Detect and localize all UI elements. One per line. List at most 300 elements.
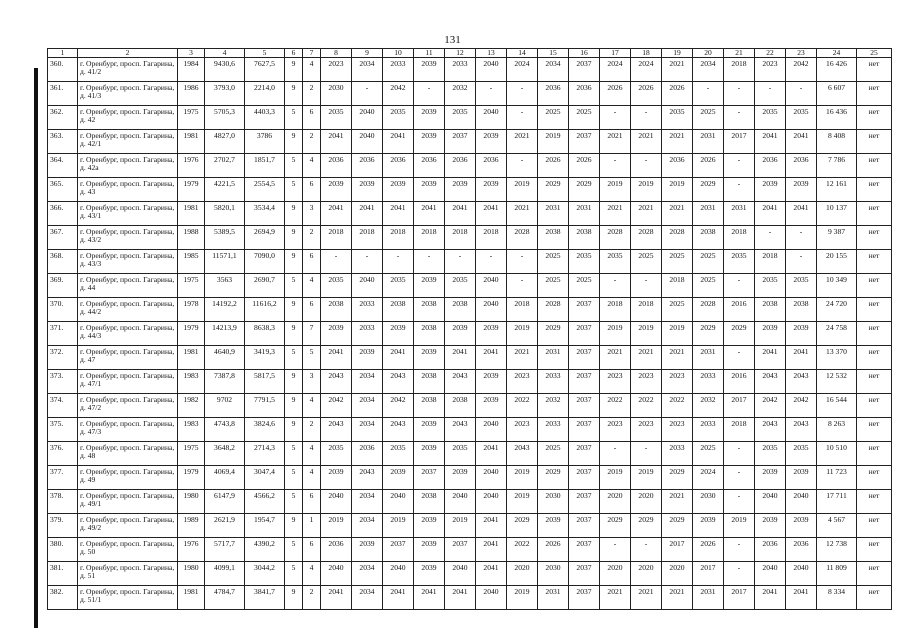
table-cell: 2034 [352, 562, 383, 586]
table-cell: 2035 [786, 274, 817, 298]
table-cell: 2021 [600, 346, 631, 370]
table-cell: 6 [303, 490, 321, 514]
table-cell: 2041 [383, 346, 414, 370]
table-cell: 4 [303, 466, 321, 490]
table-cell: 1981 [178, 586, 205, 610]
table-cell: 2019 [662, 322, 693, 346]
table-cell: нет [857, 538, 892, 562]
table-row [48, 202, 892, 226]
table-cell: - [724, 178, 755, 202]
table-cell: 2033 [352, 322, 383, 346]
table-cell: 2029 [538, 466, 569, 490]
table-cell: 9702 [205, 394, 245, 418]
table-cell: 2043 [445, 370, 476, 394]
table-cell: 2214,0 [245, 82, 285, 106]
address-cell: г. Оренбург, просп. Гагарина, д. 47/2 [78, 394, 178, 418]
table-cell: 13 370 [817, 346, 857, 370]
column-header: 5 [245, 49, 285, 58]
table-cell: - [383, 250, 414, 274]
table-cell: 1979 [178, 178, 205, 202]
table-cell: 2035 [600, 250, 631, 274]
table-cell: 2019 [600, 322, 631, 346]
table-cell: 2021 [507, 202, 538, 226]
table-cell: 2039 [414, 538, 445, 562]
table-cell: 2039 [538, 514, 569, 538]
table-cell: 2033 [693, 418, 724, 442]
table-cell: - [476, 82, 507, 106]
table-cell: 2035 [321, 106, 352, 130]
table-cell: 2029 [693, 322, 724, 346]
table-row [48, 58, 892, 82]
table-cell: 2041 [321, 586, 352, 610]
table-cell: 2024 [507, 58, 538, 82]
table-row [48, 130, 892, 154]
table-cell: 2039 [476, 178, 507, 202]
table-cell: 2023 [662, 418, 693, 442]
column-header: 3 [178, 49, 205, 58]
table-cell: - [507, 106, 538, 130]
table-cell: 12 738 [817, 538, 857, 562]
table-cell: 1975 [178, 442, 205, 466]
table-cell: 1989 [178, 514, 205, 538]
table-cell: 2690,7 [245, 274, 285, 298]
table-cell: 1981 [178, 202, 205, 226]
table-cell: 1980 [178, 562, 205, 586]
table-cell: 2034 [352, 514, 383, 538]
data-table [47, 48, 892, 610]
table-row [48, 538, 892, 562]
table-cell: 7627,5 [245, 58, 285, 82]
table-cell: 2 [303, 130, 321, 154]
table-cell: 2031 [693, 130, 724, 154]
table-cell: 2038 [538, 226, 569, 250]
address-cell: г. Оренбург, просп. Гагарина, д. 48 [78, 442, 178, 466]
table-cell: 16 426 [817, 58, 857, 82]
table-cell: 2031 [693, 202, 724, 226]
table-cell: 4827,0 [205, 130, 245, 154]
column-header: 8 [321, 49, 352, 58]
table-cell: 2043 [755, 370, 786, 394]
table-cell: 1954,7 [245, 514, 285, 538]
table-cell: 2041 [786, 202, 817, 226]
header-row [48, 49, 892, 58]
table-cell: 379. [48, 514, 78, 538]
table-cell: 2028 [662, 226, 693, 250]
table-cell: 2018 [445, 226, 476, 250]
table-cell: 2021 [662, 586, 693, 610]
table-cell: 2041 [476, 562, 507, 586]
table-row [48, 154, 892, 178]
table-cell: 2030 [538, 490, 569, 514]
table-cell: 2042 [383, 82, 414, 106]
table-cell: 2023 [507, 418, 538, 442]
table-cell: 7090,0 [245, 250, 285, 274]
table-cell: 2017 [724, 394, 755, 418]
table-cell: 2036 [414, 154, 445, 178]
table-cell: 2030 [693, 490, 724, 514]
table-cell: 2036 [662, 154, 693, 178]
table-cell: 2029 [569, 178, 600, 202]
table-cell: 2037 [569, 298, 600, 322]
table-cell: 2023 [662, 370, 693, 394]
table-cell: 3648,2 [205, 442, 245, 466]
column-header: 4 [205, 49, 245, 58]
table-cell: 2034 [693, 58, 724, 82]
table-cell: 14213,9 [205, 322, 245, 346]
column-header: 1 [48, 49, 78, 58]
table-cell: 2037 [569, 322, 600, 346]
table-cell: 5 [285, 274, 303, 298]
table-cell: 2025 [662, 250, 693, 274]
table-cell: - [476, 250, 507, 274]
table-cell: 2037 [569, 58, 600, 82]
table-cell: 2042 [383, 394, 414, 418]
table-cell: 2039 [786, 514, 817, 538]
table-cell: 2029 [507, 514, 538, 538]
table-cell: - [631, 442, 662, 466]
table-cell: 10 137 [817, 202, 857, 226]
table-cell: нет [857, 370, 892, 394]
table-cell: 4 [303, 394, 321, 418]
table-cell: 2040 [755, 562, 786, 586]
table-cell: 11616,2 [245, 298, 285, 322]
table-cell: 2041 [445, 202, 476, 226]
table-cell: 1976 [178, 538, 205, 562]
table-cell: 2041 [786, 586, 817, 610]
table-cell: 2018 [662, 274, 693, 298]
table-cell: 5 [285, 154, 303, 178]
table-cell: 2029 [538, 322, 569, 346]
table-cell: 2033 [662, 442, 693, 466]
table-cell: 2021 [507, 346, 538, 370]
table-cell: 2031 [569, 202, 600, 226]
table-cell: 2043 [445, 418, 476, 442]
table-cell: 6 [303, 178, 321, 202]
table-cell: - [600, 538, 631, 562]
table-cell: 20 155 [817, 250, 857, 274]
table-cell: - [724, 154, 755, 178]
table-cell: - [786, 250, 817, 274]
table-cell: 17 711 [817, 490, 857, 514]
table-cell: 2021 [600, 130, 631, 154]
table-cell: 2037 [569, 562, 600, 586]
table-cell: нет [857, 346, 892, 370]
table-cell: - [755, 226, 786, 250]
table-cell: 7791,5 [245, 394, 285, 418]
table-cell: 2035 [662, 106, 693, 130]
table-cell: 2043 [321, 370, 352, 394]
table-cell: 2039 [414, 442, 445, 466]
table-cell: 2033 [693, 370, 724, 394]
table-cell: 9 [285, 586, 303, 610]
table-cell: - [724, 442, 755, 466]
table-cell: 12 532 [817, 370, 857, 394]
table-cell: 9 [285, 202, 303, 226]
table-cell: 2040 [383, 490, 414, 514]
table-cell: 4 [303, 442, 321, 466]
table-cell: 9430,6 [205, 58, 245, 82]
table-cell: 2022 [662, 394, 693, 418]
table-cell: 2022 [507, 538, 538, 562]
table-cell: 2554,5 [245, 178, 285, 202]
address-cell: г. Оренбург, просп. Гагарина, д. 43/2 [78, 226, 178, 250]
address-cell: г. Оренбург, просп. Гагарина, д. 51/1 [78, 586, 178, 610]
table-cell: 2034 [352, 370, 383, 394]
table-cell: - [352, 82, 383, 106]
table-cell: 14192,2 [205, 298, 245, 322]
table-cell: 2035 [383, 106, 414, 130]
table-cell: - [414, 250, 445, 274]
table-cell: 3 [303, 370, 321, 394]
column-header: 22 [755, 49, 786, 58]
table-cell: 2040 [476, 586, 507, 610]
table-cell: 2030 [321, 82, 352, 106]
table-cell: 2040 [476, 106, 507, 130]
table-cell: 2038 [569, 226, 600, 250]
table-cell: - [631, 538, 662, 562]
table-cell: 2039 [755, 466, 786, 490]
table-cell: 2041 [414, 586, 445, 610]
table-cell: - [352, 250, 383, 274]
table-cell: 365. [48, 178, 78, 202]
address-cell: г. Оренбург, просп. Гагарина, д. 44 [78, 274, 178, 298]
table-cell: 4566,2 [245, 490, 285, 514]
table-cell: 2040 [321, 562, 352, 586]
table-cell: 2021 [662, 490, 693, 514]
address-cell: г. Оренбург, просп. Гагарина, д. 41/2 [78, 58, 178, 82]
column-header: 15 [538, 49, 569, 58]
table-cell: 2034 [352, 394, 383, 418]
table-cell: 2025 [693, 106, 724, 130]
table-cell: 2020 [600, 490, 631, 514]
table-cell: 2040 [476, 274, 507, 298]
address-cell: г. Оренбург, просп. Гагарина, д. 43/3 [78, 250, 178, 274]
table-cell: 1988 [178, 226, 205, 250]
table-cell: 1982 [178, 394, 205, 418]
table-cell: 2016 [724, 370, 755, 394]
table-cell: 2041 [476, 346, 507, 370]
table-cell: 2039 [476, 130, 507, 154]
table-cell: - [631, 154, 662, 178]
table-cell: 8 408 [817, 130, 857, 154]
table-cell: 24 720 [817, 298, 857, 322]
table-cell: - [755, 82, 786, 106]
table-cell: 2019 [662, 178, 693, 202]
table-cell: 2041 [476, 442, 507, 466]
address-cell: г. Оренбург, просп. Гагарина, д. 41/3 [78, 82, 178, 106]
address-cell: г. Оренбург, просп. Гагарина, д. 49/1 [78, 490, 178, 514]
table-cell: 2033 [352, 298, 383, 322]
table-cell: 369. [48, 274, 78, 298]
table-cell: 2043 [383, 418, 414, 442]
table-cell: 1984 [178, 58, 205, 82]
table-cell: 2026 [538, 538, 569, 562]
table-row [48, 418, 892, 442]
table-cell: 2040 [352, 274, 383, 298]
table-cell: 2019 [724, 514, 755, 538]
table-cell: - [600, 442, 631, 466]
table-cell: 2026 [662, 82, 693, 106]
table-cell: 2025 [538, 442, 569, 466]
table-cell: 2040 [476, 58, 507, 82]
table-cell: 1986 [178, 82, 205, 106]
table-cell: 2038 [414, 370, 445, 394]
table-cell: 2039 [321, 178, 352, 202]
table-cell: 2038 [414, 298, 445, 322]
table-cell: 2018 [755, 250, 786, 274]
column-header: 10 [383, 49, 414, 58]
table-cell: нет [857, 442, 892, 466]
table-cell: 2039 [414, 514, 445, 538]
column-header: 19 [662, 49, 693, 58]
table-cell: 2040 [352, 106, 383, 130]
table-cell: 2024 [631, 58, 662, 82]
table-cell: 2037 [569, 346, 600, 370]
table-row [48, 250, 892, 274]
table-cell: 2039 [321, 466, 352, 490]
table-cell: 2041 [755, 130, 786, 154]
table-cell: 8 334 [817, 586, 857, 610]
table-cell: 2035 [724, 250, 755, 274]
table-row [48, 322, 892, 346]
table-cell: 9 [285, 298, 303, 322]
table-cell: 2043 [507, 442, 538, 466]
table-cell: нет [857, 394, 892, 418]
table-cell: 8 263 [817, 418, 857, 442]
table-cell: 2024 [600, 58, 631, 82]
table-cell: - [600, 154, 631, 178]
table-cell: 2037 [569, 586, 600, 610]
table-cell: нет [857, 202, 892, 226]
column-header: 25 [857, 49, 892, 58]
table-cell: нет [857, 226, 892, 250]
column-header: 12 [445, 49, 476, 58]
table-cell: 2 [303, 82, 321, 106]
table-cell: нет [857, 154, 892, 178]
table-cell: 2039 [786, 466, 817, 490]
table-cell: нет [857, 490, 892, 514]
table-cell: 2694,9 [245, 226, 285, 250]
table-cell: 1975 [178, 274, 205, 298]
table-row [48, 178, 892, 202]
table-cell: 3419,3 [245, 346, 285, 370]
table-cell: 2036 [321, 154, 352, 178]
table-cell: 2021 [507, 130, 538, 154]
table-cell: 2040 [476, 418, 507, 442]
table-cell: 4 567 [817, 514, 857, 538]
table-cell: 2037 [569, 442, 600, 466]
table-cell: 2041 [321, 130, 352, 154]
table-cell: 3841,7 [245, 586, 285, 610]
page-edge-bar [34, 68, 38, 628]
table-cell: 10 349 [817, 274, 857, 298]
table-cell: 9 [285, 130, 303, 154]
table-cell: 2039 [755, 322, 786, 346]
table-cell: - [631, 106, 662, 130]
table-cell: 372. [48, 346, 78, 370]
table-cell: 2019 [631, 322, 662, 346]
table-cell: 3793,0 [205, 82, 245, 106]
table-cell: 2039 [476, 394, 507, 418]
table-cell: 2039 [414, 178, 445, 202]
table-cell: 373. [48, 370, 78, 394]
table-cell: 2037 [569, 130, 600, 154]
column-header: 7 [303, 49, 321, 58]
table-cell: - [724, 466, 755, 490]
table-cell: 5 [303, 346, 321, 370]
table-cell: 363. [48, 130, 78, 154]
table-cell: 2021 [631, 202, 662, 226]
table-cell: 2039 [414, 562, 445, 586]
table-cell: 2039 [383, 466, 414, 490]
table-cell: - [414, 82, 445, 106]
table-cell: 2029 [693, 178, 724, 202]
table-cell: 2041 [445, 586, 476, 610]
table-cell: 2029 [662, 466, 693, 490]
table-cell: - [445, 250, 476, 274]
table-cell: 24 758 [817, 322, 857, 346]
column-header: 13 [476, 49, 507, 58]
table-cell: 2039 [786, 178, 817, 202]
table-cell: 378. [48, 490, 78, 514]
table-cell: 1983 [178, 418, 205, 442]
table-cell: 2035 [445, 442, 476, 466]
table-cell: 2021 [600, 202, 631, 226]
table-cell: 2026 [538, 154, 569, 178]
table-cell: 2037 [445, 130, 476, 154]
table-cell: 2039 [755, 514, 786, 538]
table-cell: нет [857, 130, 892, 154]
table-row [48, 226, 892, 250]
table-cell: нет [857, 514, 892, 538]
table-cell: 9 [285, 82, 303, 106]
table-cell: 2035 [755, 274, 786, 298]
table-cell: 2039 [786, 322, 817, 346]
table-cell: 9 387 [817, 226, 857, 250]
table-cell: 371. [48, 322, 78, 346]
table-cell: 6 [303, 250, 321, 274]
table-cell: 2023 [755, 58, 786, 82]
table-cell: 16 436 [817, 106, 857, 130]
table-cell: 367. [48, 226, 78, 250]
table-cell: 5 [285, 538, 303, 562]
table-cell: 16 544 [817, 394, 857, 418]
table-cell: 1975 [178, 106, 205, 130]
table-cell: 2037 [569, 370, 600, 394]
table-cell: 3786 [245, 130, 285, 154]
table-cell: 2036 [538, 82, 569, 106]
table-cell: 2038 [383, 298, 414, 322]
table-cell: 1985 [178, 250, 205, 274]
table-cell: 2035 [569, 250, 600, 274]
table-cell: 2033 [538, 370, 569, 394]
table-cell: 2038 [414, 322, 445, 346]
table-cell: 2028 [600, 226, 631, 250]
table-cell: 2039 [321, 322, 352, 346]
table-cell: 2023 [631, 418, 662, 442]
address-cell: г. Оренбург, просп. Гагарина, д. 42 [78, 106, 178, 130]
table-cell: 2018 [724, 226, 755, 250]
table-cell: 2017 [693, 562, 724, 586]
table-cell: 2019 [445, 514, 476, 538]
table-cell: - [600, 106, 631, 130]
table-cell: 1978 [178, 298, 205, 322]
table-cell: 2039 [693, 514, 724, 538]
table-cell: 3047,4 [245, 466, 285, 490]
table-cell: 2025 [631, 250, 662, 274]
table-cell: 2041 [414, 202, 445, 226]
table-cell: 2021 [631, 586, 662, 610]
